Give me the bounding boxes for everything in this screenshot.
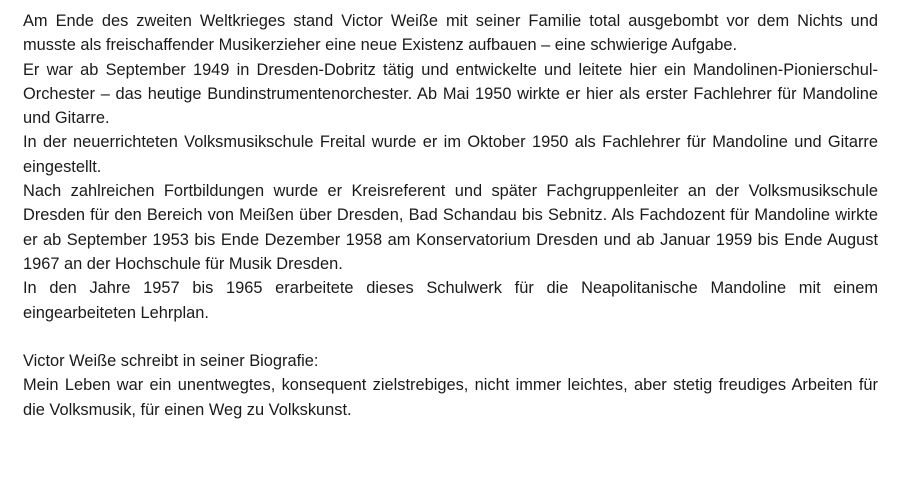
paragraph-career: Nach zahlreichen Fortbildungen wurde er Kreisreferent und später Fachgruppenleiter an der Volksmusikschule Dresden für den Bereich von Meißen über Dresden, Bad Schandau bis Sebnitz. Als Fachdozent für Mandoline wirkte er ab September 1953 bis Ende Dezember 1958 am Konservatorium Dresden und ab Januar 1959 bis Ende August 1967 an der Hochschule für Musik Dresden. [23,182,878,273]
paragraph-postwar: Am Ende des zweiten Weltkrieges stand Victor Weiße mit seiner Familie total ausgebombt vor dem Nichts und musste als freischaffender Musikerzieher eine neue Existenz aufbauen – eine schwierige Aufgabe. [23,12,878,55]
quote-intro: Victor Weiße schreibt in seiner Biografie: [23,352,319,371]
paragraph-spacer [23,325,878,349]
paragraph-dobritz: Er war ab September 1949 in Dresden-Dobritz tätig und entwickelte und leitete hier ein Mandolinen-Pionierschul-Orchester – das heutige Bundinstrumentenorchester. Ab Mai 1950 wirkte er hier als erster Fachlehrer für Mandoline und Gitarre. [23,60,878,128]
biography-quote: Mein Leben war ein unentwegtes, konsequent zielstrebiges, nicht immer leichtes, aber stetig freudiges Arbeiten für die Volksmusik, für einen Weg zu Volkskunst. [23,376,878,419]
paragraph-schulwerk: In den Jahre 1957 bis 1965 erarbeitete dieses Schulwerk für die Neapolitanische Mandoline mit einem eingearbeiteten Lehrplan. [23,279,878,322]
document-body [23,9,878,422]
paragraph-freital: In der neuerrichteten Volksmusikschule Freital wurde er im Oktober 1950 als Fachlehrer für Mandoline und Gitarre eingestellt. [23,133,878,176]
